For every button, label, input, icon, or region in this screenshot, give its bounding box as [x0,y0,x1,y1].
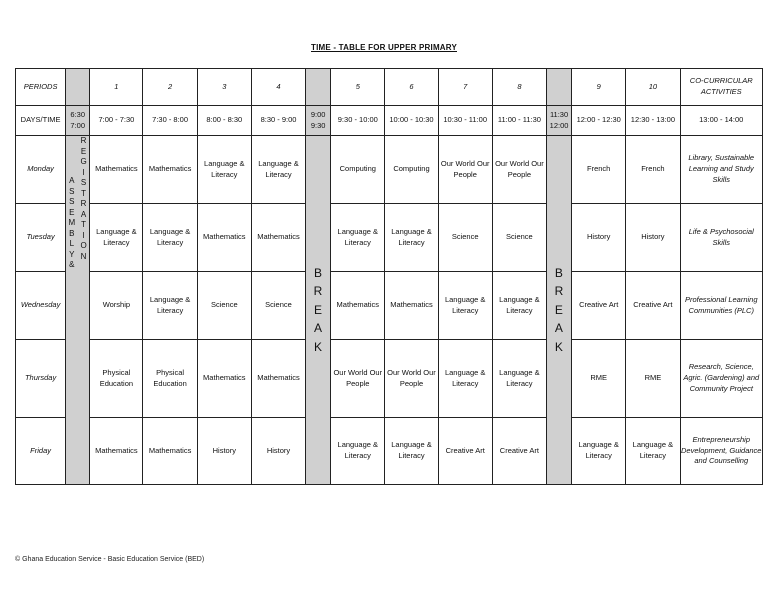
co-curricular-cell: Life & Psychosocial Skills [680,204,763,272]
subject-cell: Mathematics [197,204,251,272]
registration-vertical-letter: R [80,199,87,209]
day-row [16,136,763,204]
break-header-cell [306,69,331,106]
day-label: Tuesday [16,204,66,272]
day-label: Friday [16,418,66,485]
co-curricular-cell: Entrepreneurship Development, Guidance and Counselling [680,418,763,485]
registration-vertical-letter: S [80,178,87,188]
assembly-vertical-letter: Y [69,249,75,259]
subject-cell: History [572,204,626,272]
break-vertical-letter: A [313,321,323,336]
break-vertical-letter: R [313,284,323,299]
subject-cell: Our World Our People [492,136,546,204]
break-vertical [547,264,571,357]
subject-cell: Language & Literacy [90,204,143,272]
assembly-vertical-letter: S [69,186,75,196]
break-vertical [306,264,330,357]
subject-cell: Physical Education [90,340,143,418]
period-number: 2 [143,69,197,106]
assembly-time: 6:30 7:00 [66,106,90,136]
day-row [16,204,763,272]
subject-cell: Language & Literacy [626,418,680,485]
period-number: 7 [438,69,492,106]
periods-row [16,69,763,106]
co-curricular-cell: Library, Sustainable Learning and Study Skills [680,136,763,204]
subject-cell: Science [492,204,546,272]
subject-cell: Our World Our People [438,136,492,204]
subject-cell: Creative Art [438,418,492,485]
period-time: 12:30 - 13:00 [626,106,680,136]
subject-cell: Language & Literacy [385,204,438,272]
subject-cell: Mathematics [385,272,438,340]
registration-vertical-letter: O [80,241,87,251]
co-curricular-label: CO-CURRICULAR ACTIVITIES [680,69,763,106]
subject-cell: French [626,136,680,204]
period-number: 1 [90,69,143,106]
period-time: 7:30 - 8:00 [143,106,197,136]
subject-cell: Mathematics [251,204,305,272]
assembly-vertical [68,136,75,271]
page-title: TIME - TABLE FOR UPPER PRIMARY [311,43,457,52]
subject-cell: Mathematics [251,340,305,418]
break-vertical-letter: A [554,321,564,336]
days-time-label: DAYS/TIME [16,106,66,136]
break-vertical-letter: B [313,265,323,280]
period-time: 7:00 - 7:30 [90,106,143,136]
subject-cell: Language & Literacy [385,418,438,485]
break-time: 11:30 12:00 [547,106,572,136]
subject-cell: History [626,204,680,272]
registration-vertical-letter: R [80,136,87,145]
assembly-vertical-letter: S [69,197,75,207]
subject-cell: Science [197,272,251,340]
subject-cell: History [251,418,305,485]
period-number: 8 [492,69,546,106]
footer-copyright: © Ghana Education Service - Basic Education Service (BED) [15,556,205,563]
subject-cell: Science [251,272,305,340]
assembly-registration-text [66,136,89,271]
subject-cell: Language & Literacy [143,272,197,340]
subject-cell: Mathematics [331,272,385,340]
day-label: Wednesday [16,272,66,340]
period-number: 6 [385,69,438,106]
period-number: 10 [626,69,680,106]
period-number: 4 [251,69,305,106]
period-time: 8:30 - 9:00 [251,106,305,136]
registration-vertical-letter: E [80,146,87,156]
break-vertical-letter: K [554,339,564,354]
day-label: Monday [16,136,66,204]
period-number: 5 [331,69,385,106]
subject-cell: Language & Literacy [438,272,492,340]
period-time: 11:00 - 11:30 [492,106,546,136]
period-time: 12:00 - 12:30 [572,106,626,136]
subject-cell: Language & Literacy [572,418,626,485]
day-row [16,340,763,418]
subject-cell: Our World Our People [385,340,438,418]
period-time: 8:00 - 8:30 [197,106,251,136]
co-curricular-time: 13:00 - 14:00 [680,106,763,136]
subject-cell: Science [438,204,492,272]
break-column [547,136,572,485]
registration-vertical [80,136,87,263]
subject-cell: Language & Literacy [438,340,492,418]
registration-vertical-letter: G [80,157,87,167]
assembly-vertical-letter: B [69,228,75,238]
break-header-cell [547,69,572,106]
subject-cell: Language & Literacy [331,204,385,272]
subject-cell: French [572,136,626,204]
subject-cell: Creative Art [626,272,680,340]
co-curricular-cell: Research, Science, Agric. (Gardening) and Community Project [680,340,763,418]
subject-cell: Language & Literacy [492,272,546,340]
assembly-vertical-letter: M [68,218,76,228]
break-vertical-letter: E [313,302,323,317]
day-label: Thursday [16,340,66,418]
subject-cell: Language & Literacy [251,136,305,204]
subject-cell: Worship [90,272,143,340]
registration-vertical-letter: N [80,252,87,262]
period-number: 3 [197,69,251,106]
subject-cell: Mathematics [143,418,197,485]
times-row [16,106,763,136]
break-time: 9:00 9:30 [306,106,331,136]
subject-cell: Our World Our People [331,340,385,418]
assembly-vertical-letter: A [69,176,75,185]
registration-vertical-letter: I [82,230,85,240]
registration-vertical-letter: A [80,209,87,219]
period-time: 9:30 - 10:00 [331,106,385,136]
break-vertical-letter: K [313,339,323,354]
registration-vertical-letter: T [81,188,87,198]
subject-cell: Physical Education [143,340,197,418]
periods-label: PERIODS [16,69,66,106]
subject-cell: Mathematics [143,136,197,204]
break-vertical-letter: E [554,302,564,317]
subject-cell: Language & Literacy [492,340,546,418]
registration-vertical-letter: I [82,167,85,177]
subject-cell: Mathematics [90,136,143,204]
subject-cell: RME [572,340,626,418]
subject-cell: Mathematics [90,418,143,485]
period-number: 9 [572,69,626,106]
assembly-vertical-letter: L [69,239,75,249]
period-time: 10:30 - 11:00 [438,106,492,136]
subject-cell: Creative Art [572,272,626,340]
assembly-header-cell [66,69,90,106]
subject-cell: RME [626,340,680,418]
period-time: 10:00 - 10:30 [385,106,438,136]
subject-cell: Creative Art [492,418,546,485]
break-vertical-letter: R [554,284,564,299]
subject-cell: Language & Literacy [197,136,251,204]
break-vertical-letter: B [554,265,564,280]
subject-cell: History [197,418,251,485]
day-row [16,418,763,485]
assembly-vertical-letter: E [69,207,75,217]
subject-cell: Language & Literacy [143,204,197,272]
break-column [306,136,331,485]
day-row [16,272,763,340]
assembly-registration-column [66,136,90,485]
co-curricular-cell: Professional Learning Communities (PLC) [680,272,763,340]
subject-cell: Language & Literacy [331,418,385,485]
registration-vertical-letter: T [81,220,87,230]
timetable [15,68,763,485]
subject-cell: Computing [385,136,438,204]
subject-cell: Computing [331,136,385,204]
subject-cell: Mathematics [197,340,251,418]
assembly-vertical-letter: & [69,260,75,270]
